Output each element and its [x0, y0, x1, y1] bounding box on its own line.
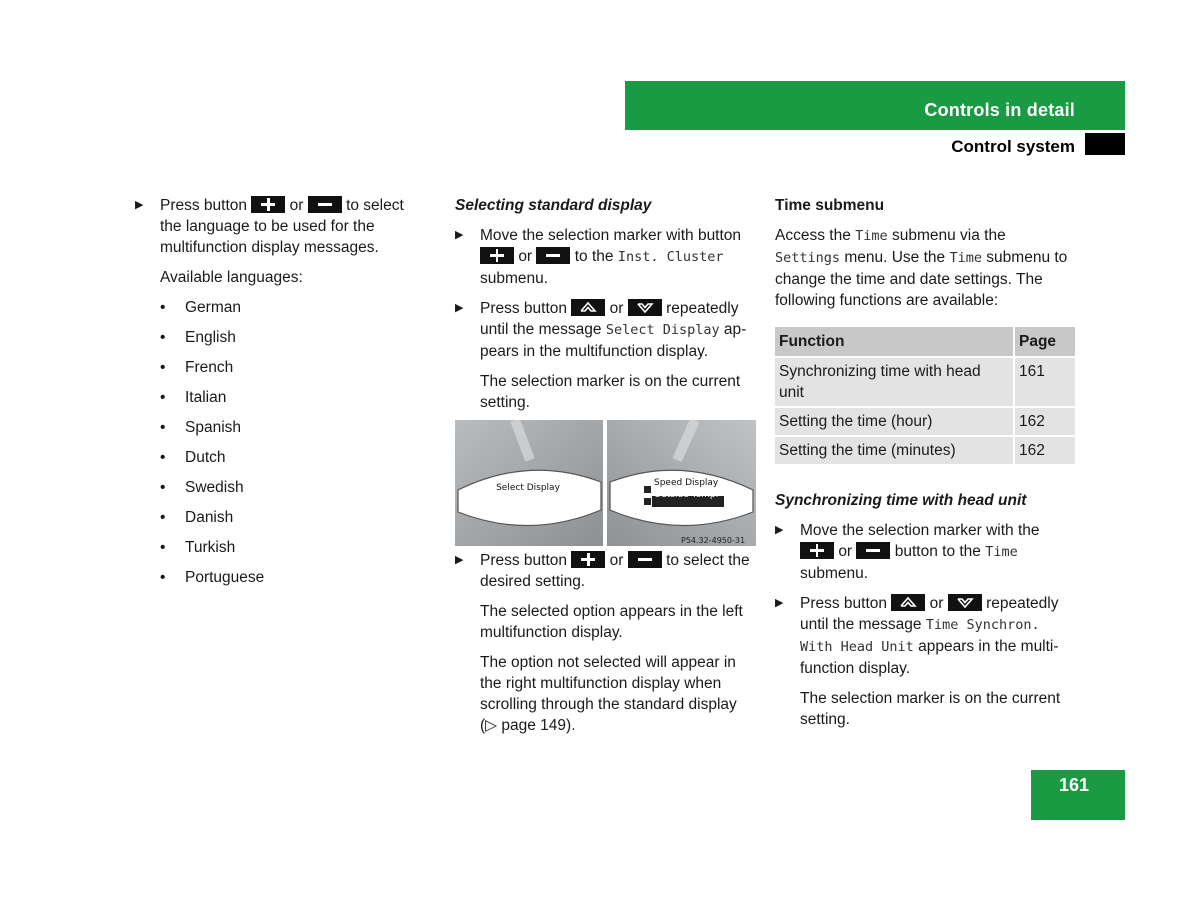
list-item: • English	[160, 327, 425, 348]
arrow-icon: ▶	[775, 524, 784, 536]
left-display-text: Select Display	[496, 483, 560, 493]
list-item: • French	[160, 357, 425, 378]
table-cell: 162	[1014, 407, 1075, 436]
instrument-cluster-image	[455, 420, 756, 546]
table-cell: Setting the time (minutes)	[775, 436, 1014, 465]
list-item: • German	[160, 297, 425, 318]
down-button-icon	[628, 299, 662, 316]
up-button-icon	[891, 594, 925, 611]
plus-button-icon	[571, 551, 605, 568]
language-list	[135, 297, 425, 588]
instruction-step: ▶ Move the selection marker with the or button to the Time submenu.	[775, 522, 1040, 582]
intro-text: Access the Time submenu via the Settings menu. Use the Time submenu to change the time and date settings. The following functions are available:	[775, 227, 1068, 309]
table-row	[775, 436, 1075, 465]
table-header-row	[775, 327, 1075, 357]
column-right	[775, 195, 1075, 739]
table-cell: 162	[1014, 436, 1075, 465]
down-button-icon	[948, 594, 982, 611]
minus-button-icon	[536, 247, 570, 264]
column-middle-lower	[455, 550, 755, 745]
list-item: • Dutch	[160, 447, 425, 468]
note-text: The selection marker is on the current setting.	[800, 690, 1061, 728]
minus-button-icon	[856, 542, 890, 559]
up-button-icon	[571, 299, 605, 316]
note-text: The selection marker is on the current setting.	[480, 373, 741, 411]
section-heading: Selecting standard display	[455, 197, 652, 214]
list-item: • Portuguese	[160, 567, 425, 588]
functions-table	[775, 327, 1075, 466]
table-row	[775, 357, 1075, 407]
plus-button-icon	[800, 542, 834, 559]
instruction-step: ▶ Press button or to select the desired setting.	[455, 552, 750, 590]
arrow-icon: ▶	[775, 597, 784, 609]
arrow-icon: ▶	[455, 554, 464, 566]
column-left	[135, 195, 425, 597]
instruction-step: ▶ Press button or repeatedly until the message Select Display ap-pears in the multifunction display.	[455, 300, 747, 360]
minus-button-icon	[308, 196, 342, 213]
section-title: Controls in detail	[924, 100, 1075, 120]
section-heading: Synchronizing time with head unit	[775, 492, 1027, 509]
list-item: • Swedish	[160, 477, 425, 498]
list-item: • Spanish	[160, 417, 425, 438]
minus-button-icon	[628, 551, 662, 568]
note-text: The option not selected will appear in the right multifunction display when scrolling through the standard display (▷ page 149).	[480, 654, 737, 734]
list-item: • Turkish	[160, 537, 425, 558]
table-header: Function	[775, 327, 1014, 357]
table-cell: Setting the time (hour)	[775, 407, 1014, 436]
section-heading: Time submenu	[775, 197, 885, 214]
list-item: • Italian	[160, 387, 425, 408]
plus-button-icon	[480, 247, 514, 264]
image-caption: P54.32-4950-31	[681, 536, 746, 545]
arrow-icon: ▶	[135, 199, 144, 211]
instruction-step: ▶ Press button or repeatedly until the message Time Synchron. With Head Unit appears in the multi-function display.	[775, 595, 1059, 677]
table-row	[775, 407, 1075, 436]
list-item: • Danish	[160, 507, 425, 528]
right-display-line2: Outside Temp.	[654, 490, 719, 500]
page-number: 161	[1058, 775, 1089, 795]
arrow-icon: ▶	[455, 229, 464, 241]
arrow-icon: ▶	[455, 302, 464, 314]
available-languages-label: Available languages:	[160, 269, 303, 286]
right-display-line1: Speed Display	[654, 478, 719, 488]
plus-button-icon	[251, 196, 285, 213]
note-text: The selected option appears in the left multifunction display.	[480, 603, 743, 641]
subsection-title: Control system	[951, 137, 1075, 156]
instruction-step: ▶ Press button or to select the language to be used for the multifunction display messages.	[135, 197, 404, 256]
table-cell: Synchronizing time with head unit	[775, 357, 1014, 407]
column-middle	[455, 195, 755, 422]
table-header: Page	[1014, 327, 1075, 357]
table-cell: 161	[1014, 357, 1075, 407]
section-marker-tab	[1085, 133, 1125, 155]
instruction-step: ▶ Move the selection marker with button or to the Inst. Cluster submenu.	[455, 227, 742, 287]
